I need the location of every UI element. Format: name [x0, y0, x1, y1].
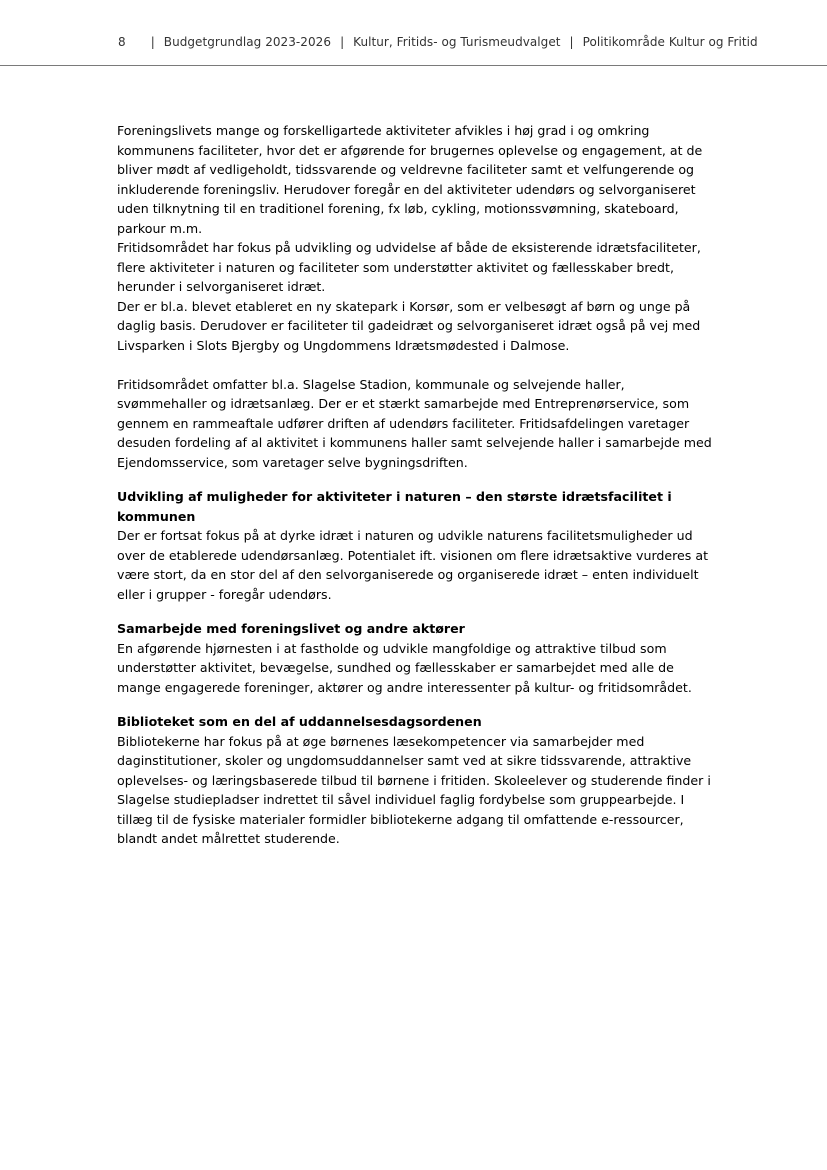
section-text: Der er fortsat fokus på at dyrke idræt i naturen og udvikle naturens facilitetsmuligheder ud over de etablerede udendørsanlæg. Potentialet ift. visionen om flere idrætsaktive vurderes at være stort, da en stor del af den selvorganiserede og organiserede idræt – enten individuelt eller i grupper - foregår udendørs. — [117, 528, 709, 602]
section-heading: Udvikling af muligheder for aktiviteter i naturen – den største idrætsfacilitet i kommunen — [117, 489, 672, 524]
intro-paragraph-2: Fritidsområdet har fokus på udvikling og udvidelse af både de eksisterende idrætsfaciliteter, flere aktiviteter i naturen og faciliteter som understøtter aktivitet og fællesskaber bredt, herunder i selvorganiseret idræt. — [117, 240, 701, 294]
section-nature-activities — [117, 487, 712, 604]
intro-paragraph-3: Der er bl.a. blevet etableret en ny skatepark i Korsør, som er velbesøgt af børn og unge på daglig basis. Derudover er faciliteter til gadeidræt og selvorganiseret idræt også på vej med Livsparken i Slots Bjergby og Ungdommens Idrætsmødested i Dalmose. — [117, 298, 701, 353]
committee-name: Kultur, Fritids- og Turismeudvalget — [353, 35, 561, 49]
section-heading: Biblioteket som en del af uddannelsesdagsordenen — [117, 714, 482, 729]
section-library-education — [117, 712, 712, 849]
header-separator: | — [569, 35, 574, 49]
document-body — [117, 121, 712, 849]
section-text: En afgørende hjørnesten i at fastholde og udvikle mangfoldige og attraktive tilbud som understøtter aktivitet, bevægelse, sundhed og fællesskaber er samarbejdet med alle de mange engagerede foreninger, aktører og andre interessenter på kultur- og fritidsområdet. — [117, 640, 692, 695]
header-separator: | — [340, 35, 345, 49]
document-title: Budgetgrundlag 2023-2026 — [163, 35, 332, 49]
intro-paragraph-1: Foreningslivets mange og forskelligartede aktiviteter afvikles i høj grad i og omkring kommunens faciliteter, hvor det er afgørende for brugernes oplevelse og engagement, at de bliver mødt af vedligeholdt, tidssvarende og veldrevne faciliteter samt et velfungerende og inkluderende foreningsliv. Herudover foregår en del aktiviteter udendørs og selvorganiseret uden tilknytning til en traditionel forening, fx løb, cykling, motionssvømning, skateboard, parkour m.m. — [117, 123, 703, 236]
page-header — [0, 0, 827, 66]
facilities-paragraph: Fritidsområdet omfatter bl.a. Slagelse Stadion, kommunale og selvejende haller, svømmehaller og idrætsanlæg. Der er et stærkt samarbejde med Entreprenørservice, som gennem en rammeaftale udfører driften af udendørs faciliteter. Fritidsafdelingen varetager desuden fordeling af al aktivitet i kommunens haller samt selvejende haller i samarbejde med Ejendomsservice, som varetager selve bygningsdriften. — [117, 376, 712, 470]
running-header — [118, 35, 758, 49]
page-number: 8 — [118, 35, 126, 49]
header-separator: | — [150, 35, 155, 49]
policy-area: Politikområde Kultur og Fritid — [582, 35, 758, 49]
section-association-cooperation — [117, 619, 712, 697]
section-text: Bibliotekerne har fokus på at øge børnenes læsekompetencer via samarbejder med daginstitutioner, skoler og ungdomsuddannelser samt ved at sikre tidssvarende, attraktive oplevelses- og læringsbaserede tilbud til børnene i fritiden. Skoleelever og studerende finder i Slagelse studiepladser indrettet til såvel individuel faglig fordybelse som gruppearbejde. I tillæg til de fysiske materialer formidler bibliotekerne adgang til omfattende e-ressourcer, blandt andet målrettet studerende. — [117, 733, 711, 846]
section-heading: Samarbejde med foreningslivet og andre aktører — [117, 621, 465, 636]
